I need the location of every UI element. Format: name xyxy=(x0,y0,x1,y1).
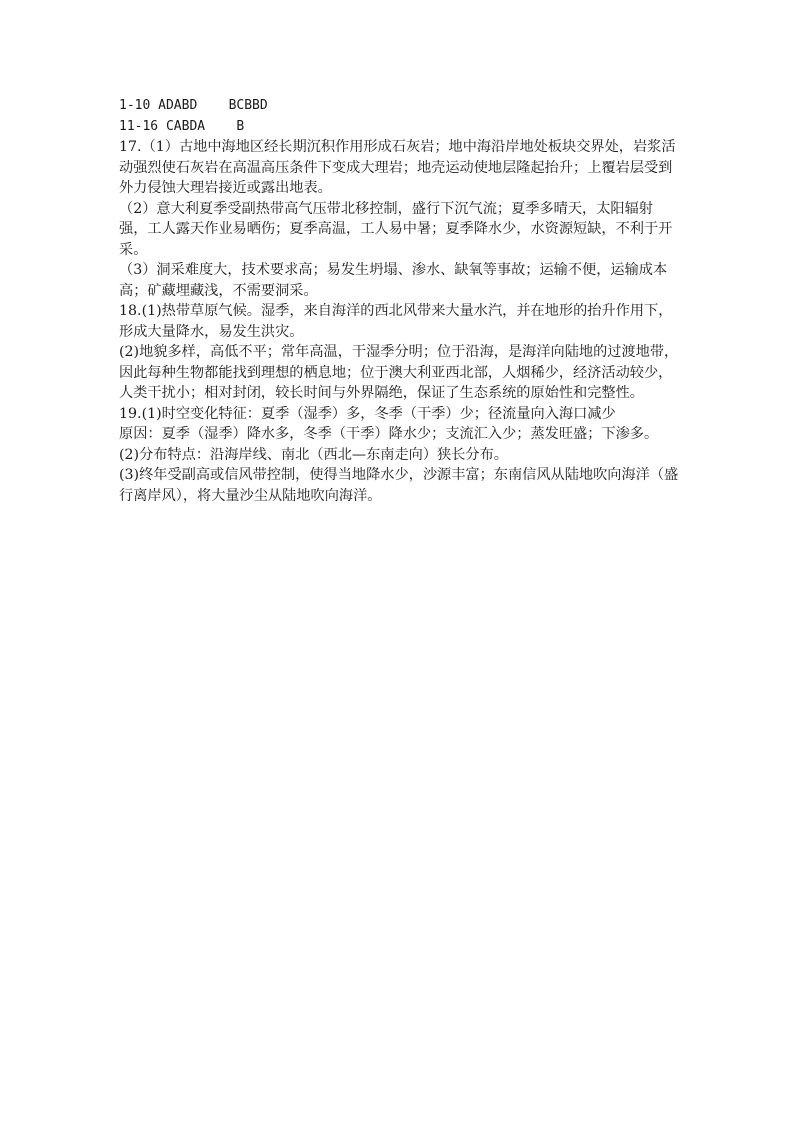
q17-part1: 17.（1）古地中海地区经长期沉积作用形成石灰岩；地中海沿岸地处板块交界处，岩浆活动强烈使石灰岩在高温高压条件下变成大理岩；地壳运动使地层隆起抬升；上覆岩层受到外力侵蚀大理岩接近或露出地表。 xyxy=(119,139,676,196)
answer-key-document xyxy=(119,96,679,506)
q19-part1-reason: 原因：夏季（湿季）降水多，冬季（干季）降水少；支流汇入少；蒸发旺盛；下渗多。 xyxy=(119,426,659,442)
q18-part1: 18.(1)热带草原气候。湿季，来自海洋的西北风带来大量水汽，并在地形的抬升作用下，形成大量降水，易发生洪灾。 xyxy=(119,303,673,340)
q17-part2: （2）意大利夏季受副热带高气压带北移控制，盛行下沉气流；夏季多晴天，太阳辐射强，工人露天作业易晒伤；夏季高温，工人易中暑；夏季降水少，水资源短缺，不利于开采。 xyxy=(119,200,673,258)
q19-part2: (2)分布特点：沿海岸线、南北（西北—东南走向）狭长分布。 xyxy=(119,446,508,463)
q17-part3: （3）洞采难度大，技术要求高；易发生坍塌、渗水、缺氧等事故；运输不便，运输成本高；矿藏埋藏浅，不需要洞采。 xyxy=(119,262,668,299)
mc-answers-11-16: 11-16 CABDA B xyxy=(119,118,245,134)
q19-part1: 19.(1)时空变化特征：夏季（湿季）多，冬季（干季）少；径流量向入海口减少 xyxy=(119,405,616,422)
q18-part2: (2)地貌多样，高低不平；常年高温，干湿季分明；位于沿海，是海洋向陆地的过渡地带，因此每种生物都能找到理想的栖息地；位于澳大利亚西北部，人烟稀少，经济活动较少，人类干扰小；相对封闭，较长时间与外界隔绝，保证了生态系统的原始性和完整性。 xyxy=(119,344,679,401)
mc-answers-1-10: 1-10 ADABD BCBBD xyxy=(119,98,268,113)
q19-part3: (3)终年受副高或信风带控制，使得当地降水少，沙源丰富；东南信风从陆地吹向海洋（盛行离岸风），将大量沙尘从陆地吹向海洋。 xyxy=(119,467,679,504)
